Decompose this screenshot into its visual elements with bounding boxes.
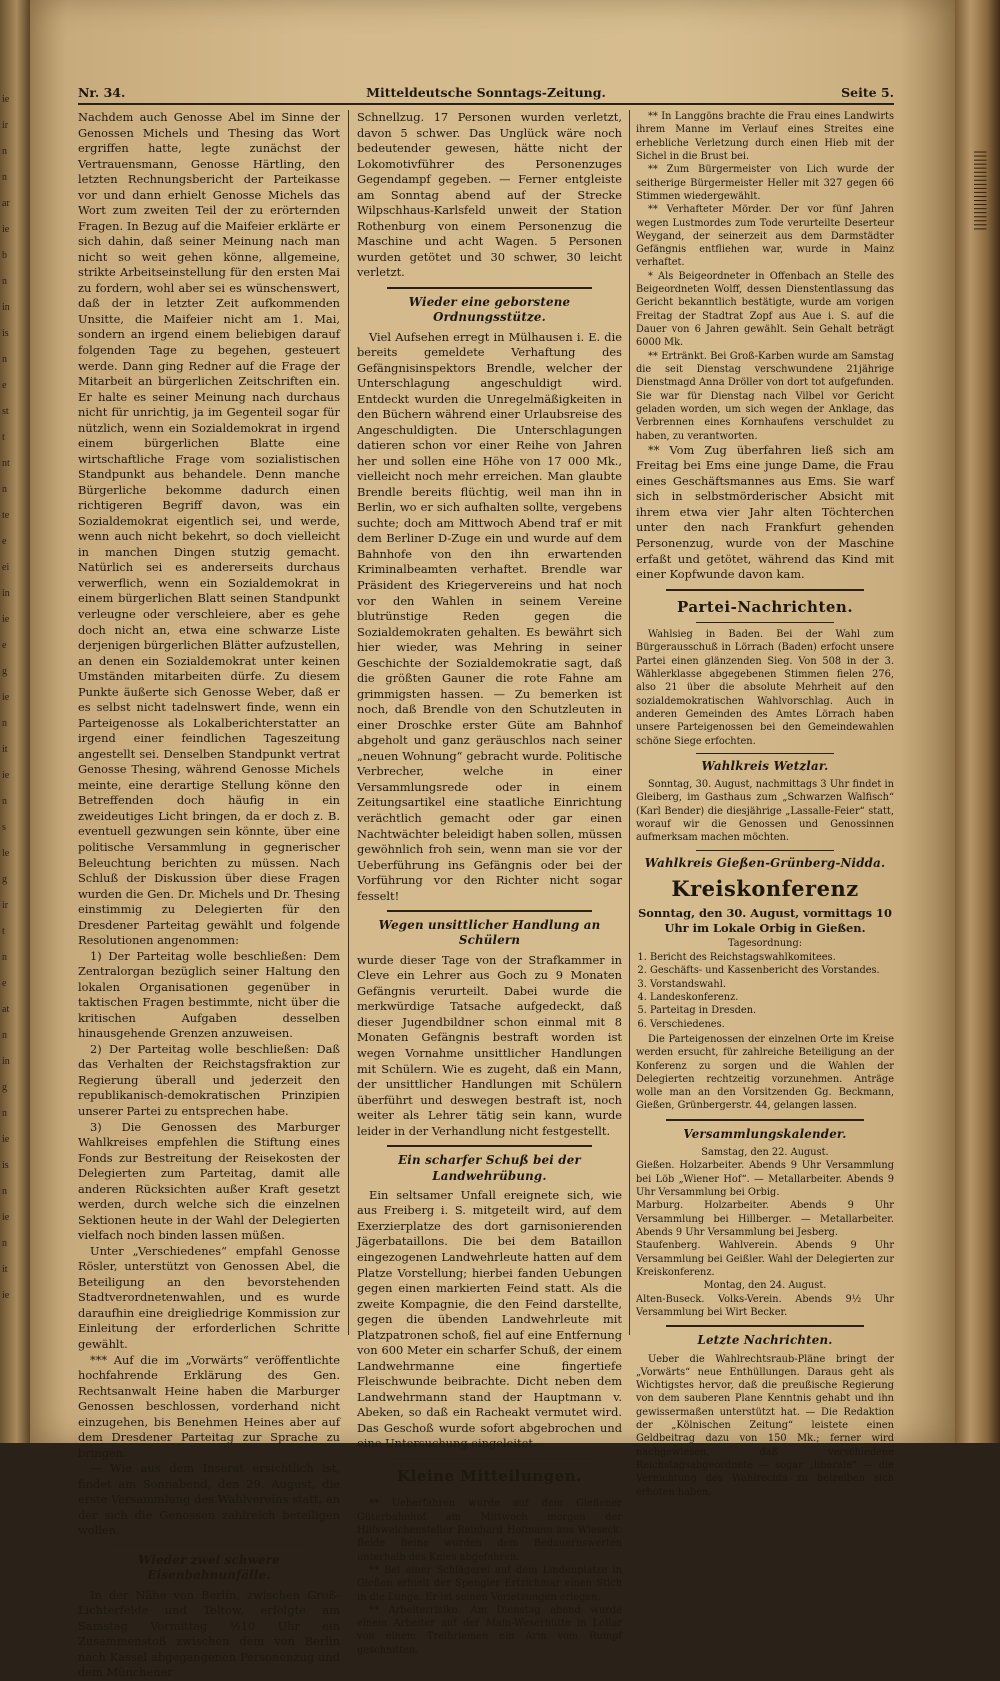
tagesordnung-list <box>636 951 894 1031</box>
article-paragraph: Unter „Verschiedenes“ empfahl Genosse Rösler, unterstützt von Genossen Abel, die Beteiligung an den bevorstehenden Stadtverordnetenwahlen, und es wurde daraufhin eine dreigliedrige Kommission zur Einleitung der erforderlichen Schritte gewählt. <box>78 1243 340 1351</box>
section-divider <box>387 910 592 912</box>
section-divider <box>387 287 592 289</box>
railway-text: In der Nähe von Berlin, zwischen Groß-Lichterfelde und Teltow, erfolgte am Samstag Vormittag ½10 Uhr ein Zusammenstoß zwischen dem von Berlin nach Kassel abgegangenen Personenzug und dem Münchener <box>78 1587 340 1680</box>
margin-fragment: ie <box>2 1290 10 1301</box>
margin-fragment: n <box>2 952 7 963</box>
agenda-item: 2. Geschäfts- und Kassenbericht des Vorstandes. <box>650 964 894 977</box>
kalender-item: Marburg. Holzarbeiter. Abends 9 Uhr Versammlung bei Hillberger. — Metallarbeiter. Abends 9 Uhr Versammlung bei Jesberg. <box>636 1200 894 1238</box>
notice-item: ** Zum Bürgermeister von Lich wurde der seitherige Bürgermeister Heller mit 327 gegen 66 Stimmen wiedergewählt. <box>636 164 894 202</box>
margin-fragment: b <box>2 250 7 261</box>
notice-item: * Als Beigeordneter in Offenbach an Stelle des Beigeordneten Wolff, dessen Dienstentlassung das Gericht bekanntlich bestätigte, wurde am vorigen Freitag der Stadtrat Zopf aus Aue i. S. auf die Dauer von 6 Jahren gewählt. Sein Gehalt beträgt 6000 Mk. <box>636 270 894 349</box>
margin-fragment: st <box>2 406 9 417</box>
margin-fragment: ei <box>2 562 10 573</box>
resolution-2: 2) Der Parteitag wolle beschließen: Daß das Verhalten der Reichstagsfraktion zur Regierung überall und jederzeit den republikanisch-demokratischen Prinzipien unserer Partei zu entsprechen habe. <box>78 1041 340 1118</box>
margin-fragment: it <box>2 744 8 755</box>
margin-fragment: ie <box>2 1134 10 1145</box>
margin-fragment: n <box>2 796 7 807</box>
railway-heading: Wieder zwei schwere Eisenbahnunfälle. <box>138 1552 280 1583</box>
margin-fragment: is <box>2 1160 9 1171</box>
margin-fragment: n <box>2 1238 7 1249</box>
konferenz-date: Sonntag, den 30. August, vormittags 10 Uhr im Lokale Orbig in Gießen. <box>638 905 892 936</box>
section-divider <box>696 850 834 851</box>
wetzlar-text: Sonntag, 30. August, nachmittags 3 Uhr findet in Gleiberg, im Gasthaus zum „Schwarzen Walfisch“ (Karl Bender) die diesjährige „Lassalle-Feier“ statt, worauf wir die Genossen und Genossinnen aufmerksam machen möchten. <box>636 779 894 844</box>
margin-fragment: s <box>2 822 6 833</box>
binding-spine <box>955 0 1000 1443</box>
margin-fragment: ie <box>2 224 10 235</box>
notice-item: ** Ueberfahren wurde auf dem Gießener Güterbahnhof am Mittwoch morgen der Hilfsweichensteller Reinhard Hofmann aus Wieseck. Beide Beine wurden dem Bedauernswerten unterhalb des Knies abgefahren. <box>357 1498 622 1563</box>
letzte-text: Ueber die Wahlrechtsraub-Pläne bringt der „Vorwärts“ neue Enthüllungen. Daraus geht als Wichtigstes hervor, daß die preußische Regierung von dem sauberen Plane Kenntnis gehabt und ihn gewissermaßen unterstützt hat. — Die Redaktion der „Kölnischen Zeitung“ leistete einen Geldbeitrag dazu von 150 Mk.; ferner wird nachgewiesen, daß verschiedene Reichstagsabgeordnete — sogar „liberale“ — die Vernichtung des Wahlrechts zu betreiben sich erboten haben. <box>636 1353 894 1498</box>
section-divider <box>666 589 864 591</box>
margin-fragment: n <box>2 146 7 157</box>
agenda-item: 6. Verschiedenes. <box>650 1018 894 1031</box>
agenda-item: 1. Bericht des Reichstagswahlkomitees. <box>650 951 894 964</box>
notice-item: ** Bei einer Schlägerei auf dem Lindenplatze in Gießen erhielt der Spengler Ertzichmar einen Stich in die Lunge. Er ist seinen Verletzungen erlegen. <box>357 1564 622 1603</box>
kalender-item: Alten-Buseck. Volks-Verein. Abends 9½ Uhr Versammlung bei Wirt Becker. <box>636 1293 894 1318</box>
schuss-heading: Ein scharfer Schuß bei der Landwehrübung. <box>398 1153 581 1183</box>
kalender-date: Samstag, den 22. August. <box>701 1147 829 1159</box>
page-number: Seite 5. <box>841 85 894 100</box>
margin-fragment: is <box>2 328 9 339</box>
letzte-heading: Letzte Nachrichten. <box>697 1333 833 1348</box>
section-divider <box>696 753 834 754</box>
margin-fragment: g <box>2 1082 7 1093</box>
railway-text-cont: Schnellzug. 17 Personen wurden verletzt, davon 5 schwer. Das Unglück wäre noch bedeutender gewesen, hätte nicht der Lokomotivführer des Personenzuges Gegendampf gegeben. — Ferner entgleiste am Sonntag abend auf der Strecke Wilpschhaus-Karlsfeld unweit der Station Rothenburg von einem Personenzug die Maschine und acht Wagen. 5 Personen wurden getötet und 30 schwer, 30 leicht verletzt. <box>357 110 622 280</box>
resolution-1: 1) Der Parteitag wolle beschließen: Dem Zentralorgan bezüglich seiner Haltung den lokalen Organisationen gegenüber in taktischen Fragen bestimmte, nicht über die kritischen Aufgaben desselben hinausgehende Grenzen anzuweisen. <box>78 948 340 1041</box>
margin-fragment: n <box>2 1030 7 1041</box>
partei-heading: Partei-Nachrichten. <box>676 597 854 616</box>
column-3 <box>636 110 894 1498</box>
margin-fragment: at <box>2 1004 10 1015</box>
margin-fragment: ie <box>2 614 10 625</box>
margin-fragment: ar <box>2 198 10 209</box>
margin-fragment: ir <box>2 120 9 131</box>
page-header <box>78 83 894 105</box>
notice-item: ** Arbeiterrisiko. Am Dienstag abend wurde einem Arbeiter auf der Main-Weserhütte in Lollar von einem Treibriemen ein Arm vom Rumpf geschnitten. <box>357 1604 622 1656</box>
tagesordnung-label: Tagesordnung: <box>727 937 803 949</box>
margin-fragment: e <box>2 978 7 989</box>
kalender-item: Gießen. Holzarbeiter. Abends 9 Uhr Versammlung bei Löb „Wiener Hof“. — Metallarbeiter. Abends 9 Uhr Versammlung bei Orbig. <box>636 1160 894 1199</box>
wetzlar-heading: Wahlkreis Wetzlar. <box>701 758 829 773</box>
konferenz-heading: Kreiskonferenz <box>671 876 859 902</box>
margin-fragment: te <box>2 510 10 521</box>
margin-fragment: e <box>2 380 7 391</box>
section-divider <box>108 1545 310 1547</box>
margin-fragment: in <box>2 302 10 313</box>
margin-fragment: g <box>2 874 7 885</box>
margin-fragment: in <box>2 588 10 599</box>
agenda-item: 3. Vorstandswahl. <box>650 978 894 991</box>
column-rule <box>629 110 630 1335</box>
margin-fragment: ie <box>2 1212 10 1223</box>
article-paragraph: Nachdem auch Genosse Abel im Sinne der Genossen Michels und Thesing das Wort ergriffen hatte, legte zunächst der Vertrauensmann, Genosse Härtling, den letzten Rechnungsbericht der Parteikasse vor und dann erhielt Genosse Michels das Wort zum zweiten Teil der zu erörternden Fragen. In Bezug auf die Maifeier erklärte er sich dahin, daß seiner Meinung nach man nicht so weit gehen könne, allgemeine, strikte Arbeitseinstellung für den ersten Mai zu fordern, wohl aber sei es wünschenswert, daß der in letzter Zeit aufkommenden Unsitte, die Maifeier nicht am 1. Mai, sondern an irgend einem beliebigen darauf folgenden Tage zu begehen, gesteuert werde. Dann ging Redner auf die Frage der Mitarbeit an bürgerlichen Zeitschriften ein. Er halte es seiner Meinung nach durchaus nicht für unrichtig, ja im Gegenteil sogar für nützlich, wenn ein Sozialdemokrat in irgend einem bürgerlichen Blatte eine wirtschaftliche Frage vom sozialistischen Standpunkt aus behandele. Denn manche Bürgerliche bekomme dadurch einen richtigeren Begriff davon, was ein Sozialdemokrat eigentlich sei, und werde, wenn auch nicht bekehrt, so doch vielleicht in manchen Dingen stutzig gemacht. Natürlich sei es andererseits durchaus verwerflich, wenn ein Sozialdemokrat in einem bürgerlichen Blatt seinen Standpunkt verleugne oder verschleiere, aber es gehe doch nicht an, etwa eine schwarze Liste derjenigen bürgerlichen Blätter aufzustellen, an denen ein Sozialdemokrat unter keinen Umständen mitarbeiten dürfe. Zu diesem Punkte äußerte sich Genosse Weber, daß er es selbst nicht tadelnswert finde, wenn ein Parteigenosse als Lokalberichterstatter an irgend einer feindlichen Tageszeitung angestellt sei. Denselben Standpunkt vertrat Genosse Thesing, während Genosse Michels meinte, eine derartige Stellung könne den Betreffenden doch häufig in ein zweideutiges Licht bringen, da er doch z. B. eventuell gezwungen sein könnte, über eine politische Versammlung in gegnerischer Beleuchtung berichten zu müssen. Nach Schluß der Diskussion über diese Fragen wurden die Gen. Dr. Michels und Dr. Thesing einstimmig zu Delegierten für den Dresdener Parteitag gewählt und folgende Resolutionen angenommen: <box>78 110 340 948</box>
margin-fragment: n <box>2 718 7 729</box>
article-paragraph: — Wie aus dem Inserat ersichtlich ist, findet am Sonnabend, den 29. August, die erste Versammlung des Wahlvereins statt, an der sich die Genossen zahlreich beteiligen wollen. <box>78 1461 340 1538</box>
previous-page-margin <box>0 0 30 1443</box>
kleine-heading: Kleine Mitteilungen. <box>397 1466 582 1485</box>
notice-item: ** Verhafteter Mörder. Der vor fünf Jahren wegen Lustmordes zum Tode verurteilte Deserteur Weygand, der seinerzeit aus dem Darmstädter Gefängnis entfliehen war, wurde in Mainz verhaftet. <box>636 204 894 269</box>
article-paragraph: *** Auf die im „Vorwärts“ veröffentlichte hochfahrende Erklärung des Gen. Rechtsanwalt Heine haben die Marburger Genossen beschlossen, vorderhand nicht einzugehen, bis Benehmen Heines aber auf dem Dresdener Parteitag zur Sprache zu bringen. <box>78 1352 340 1460</box>
column-2 <box>357 110 622 1656</box>
notice-item: ** In Langgöns brachte die Frau eines Landwirts ihrem Manne im Verlauf eines Streites eine erhebliche Verletzung durch einen Hieb mit der Sichel in die Brust bei. <box>636 111 894 162</box>
notice-item: ** Vom Zug überfahren ließ sich am Freitag bei Ems eine junge Dame, die Frau eines Geschäftsmannes aus Ems. Sie warf sich in selbstmörderischer Absicht mit ihrem etwa vier Jahr alten Töchterchen unter den nach Frankfurt gehenden Personenzug, wurde von der Maschine erfaßt und getötet, während das Kind mit einer Kopfwunde davon kam. <box>636 442 894 582</box>
kalender-heading: Versammlungskalender. <box>683 1126 847 1141</box>
margin-fragment: n <box>2 1186 7 1197</box>
margin-fragment: it <box>2 1264 8 1275</box>
agenda-item: 4. Landeskonferenz. <box>650 991 894 1004</box>
column-1 <box>78 110 340 1680</box>
margin-fragment: e <box>2 536 7 547</box>
section-divider <box>387 1458 592 1460</box>
margin-fragment: e <box>2 640 7 651</box>
margin-fragment: n <box>2 484 7 495</box>
schueler-heading: Wegen unsittlicher Handlung an Schülern <box>378 918 601 948</box>
margin-fragment: ie <box>2 770 10 781</box>
margin-fragment: n <box>2 1108 7 1119</box>
section-divider <box>666 1119 864 1121</box>
baden-text: Wahlsieg in Baden. Bei der Wahl zum Bürgerausschuß in Lörrach (Baden) erfocht unsere Partei einen glänzenden Sieg. Von 508 in der 3. Wählerklasse abgegebenen Stimmen fielen 276, also 21 über die absolute Mehrheit auf den sozialdemokratischen Wahlvorschlag. Auch in anderen Gemeinden des Amtes Lörrach haben unsere Parteigenossen bei den Gemeindewahlen schöne Siege erfochten. <box>636 629 894 747</box>
section-divider <box>666 1325 864 1327</box>
notice-item: ** Ertränkt. Bei Groß-Karben wurde am Samstag die seit Dienstag verschwundene 21jährige Dienstmagd Anna Dröller von dort tot aufgefunden. Sie war für Dienstag nach Vilbel vor Gericht geladen worden, um sich wegen der Anklage, das Verbrennen eines Kornhaufens verschuldet zu haben, zu verantworten. <box>636 350 894 442</box>
kalender-date: Montag, den 24. August. <box>703 1280 827 1292</box>
resolution-3: 3) Die Genossen des Marburger Wahlkreises empfehlen die Stiftung eines Fonds zur Bestreitung der Reisekosten der Delegierten zum Parteitag, damit alle anderen Rücksichten außer Kraft gesetzt werden, durch welche sich die einzelnen Sektionen heute in der Wahl der Delegierten vielfach noch binden lassen müßen. <box>78 1119 340 1243</box>
spine-marks: |||||||||||||||||||| <box>974 150 988 231</box>
schueler-text: wurde dieser Tage von der Strafkammer in Cleve ein Lehrer aus Goch zu 9 Monaten Gefängnis verurteilt. Dabei wurde die merkwürdige Tatsache aufgedeckt, daß dieser Jugendbildner schon einmal mit 8 Monaten Gefängnis bestraft worden ist wegen Vornahme unsittlicher Handlungen mit Schülern. Wie es zugeht, daß ein Mann, der unsittlicher Handlungen mit Schülern überführt und deswegen bestraft ist, noch weiter als Lehrer tätig sein kann, wurde leider in der Verhandlung nicht festgestellt. <box>357 952 622 1138</box>
margin-fragment: ie <box>2 692 10 703</box>
margin-fragment: g <box>2 666 7 677</box>
margin-fragment: n <box>2 172 7 183</box>
newspaper-title: Mitteldeutsche Sonntags-Zeitung. <box>366 85 606 100</box>
margin-fragment: n <box>2 276 7 287</box>
margin-fragment: t <box>2 926 5 937</box>
ordnung-text: Viel Aufsehen erregt in Mülhausen i. E. die bereits gemeldete Verhaftung des Gefängnisinspektors Brendle, welcher der Unterschlagung angeschuldigt wird. Entdeckt wurden die Unregelmäßigkeiten in den Büchern während einer Urlaubsreise des Angeschuldigten. Die Unterschlagungen datieren schon vor einer Reihe von Jahren her und sollen eine Höhe von 17 000 Mk., vielleicht noch mehr erreichen. Man glaubte Brendle bereits flüchtig, weil man ihn in Berlin, wo er sich aufhalten sollte, vergebens suchte; doch am Mittwoch Abend traf er mit dem Berliner D-Zuge ein und wurde auf dem Bahnhofe von den ihn erwartenden Kriminalbeamten verhaftet. Brendle war Präsident des Kriegervereins und hat noch vor den Wahlen in seinem Vereine blutrünstige Reden gegen die Sozialdemokraten gehalten. Es bewährt sich hier wieder, was Mehring in seiner Geschichte der Sozialdemokratie sagt, daß die größten Gauner die rote Fahne am grimmigsten hassen. — Zu bemerken ist noch, daß Brendle von den Schutzleuten in einer Droschke erster Güte am Bahnhof abgeholt und ganz geräuschlos nach seiner „neuen Wohnung“ gebracht wurde. Politische Verbrecher, welche in einer Versammlungsrede oder in einem Zeitungsartikel eine staatliche Einrichtung verächtlich gemacht oder gar einen Nachtwächter beleidigt haben sollen, müssen gewöhnlich froh sein, wenn man sie vor der Ueberführung ins Gefängnis oder bei der Vorführung vor den Richter nicht sogar fesselt! <box>357 329 622 903</box>
margin-fragment: le <box>2 848 10 859</box>
heading-underline <box>417 1491 562 1492</box>
margin-fragment: nt <box>2 458 10 469</box>
giessen-heading: Wahlkreis Gießen-Grünberg-Nidda. <box>644 855 886 870</box>
margin-fragment: t <box>2 432 5 443</box>
konferenz-text: Die Parteigenossen der einzelnen Orte im Kreise werden ersucht, für zahlreiche Beteiligung an der Konferenz zu sorgen und die Wahlen der Delegierten rechtzeitig vorzunehmen. Anträge wolle man an den Vorsitzenden Gg. Beckmann, Gießen, Grünbergerstr. 44, gelangen lassen. <box>636 1033 894 1112</box>
heading-underline <box>696 622 834 623</box>
margin-fragment: n <box>2 354 7 365</box>
issue-number: Nr. 34. <box>78 85 126 100</box>
margin-fragment: ir <box>2 900 9 911</box>
schuss-text: Ein seltsamer Unfall ereignete sich, wie aus Freiberg i. S. mitgeteilt wird, auf dem Exerzierplatze des dort garnisonierenden Jägerbataillons. Die bei dem Bataillon eingezogenen Landwehrleute hatten auf dem Platze Vorstellung; hierbei fanden Uebungen gegen einen markierten Feind statt. Als die zweite Kompagnie, die den Feind darstellte, gegen die übenden Landwehrleute mit Platzpatronen schoß, fiel auf eine Entfernung von 600 Meter ein scharfer Schuß, der einem Landwehrmanne eine fingertiefe Fleischwunde beibrachte. Dicht neben dem Landwehrmann stand der Hauptmann v. Abeken, so daß ein Racheakt vermutet wird. Das Geschoß wurde sofort abgebrochen und eine Untersuchung eingeleitet. <box>357 1187 622 1451</box>
section-divider <box>387 1145 592 1147</box>
margin-fragment: ie <box>2 94 10 105</box>
kalender-item: Staufenberg. Wahlverein. Abends 9 Uhr Versammlung bei Geißler. Wahl der Delegierten zur Kreiskonferenz. <box>636 1240 894 1278</box>
ordnung-heading: Wieder eine geborstene Ordnungsstütze. <box>408 294 571 325</box>
column-rule <box>348 110 349 1335</box>
agenda-item: 5. Parteitag in Dresden. <box>650 1004 894 1017</box>
margin-fragment: in <box>2 1056 10 1067</box>
